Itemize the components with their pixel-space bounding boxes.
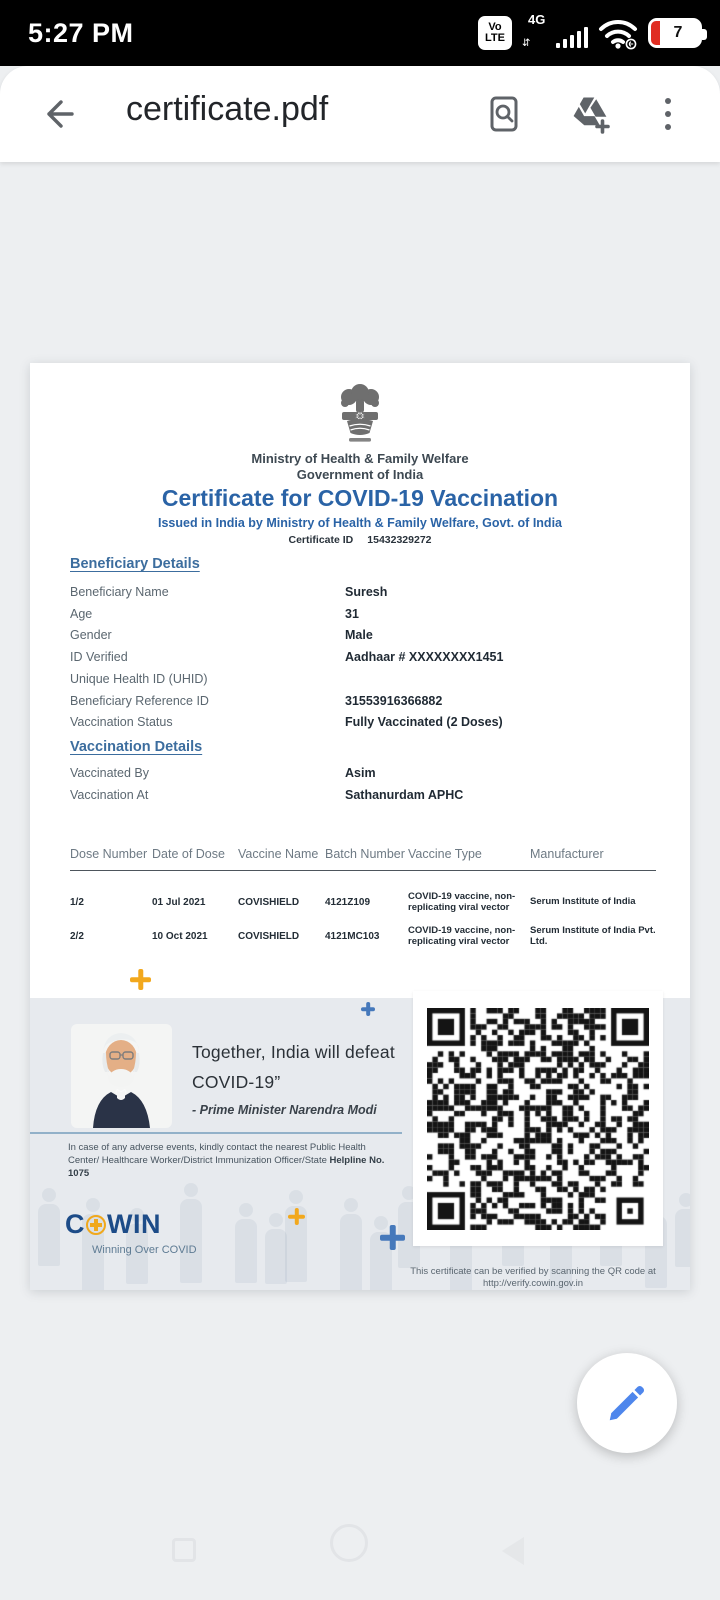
quote-line: Together, India will defeat xyxy=(192,1042,395,1062)
field-value: Aadhaar # XXXXXXXX1451 xyxy=(345,650,504,664)
clock: 5:27 PM xyxy=(28,18,134,48)
qr-code xyxy=(413,991,663,1246)
find-in-file-icon[interactable] xyxy=(482,92,526,136)
document-title: certificate.pdf xyxy=(126,90,329,128)
pencil-icon xyxy=(604,1380,650,1426)
quote-attribution: - Prime Minister Narendra Modi xyxy=(192,1103,377,1117)
battery-level: 7 xyxy=(673,24,683,41)
battery-icon xyxy=(648,18,702,48)
india-emblem-icon xyxy=(325,379,395,449)
vaccination-details-heading: Vaccination Details xyxy=(70,739,203,755)
status-bar xyxy=(0,0,720,66)
field-label: ID Verified xyxy=(70,650,128,664)
dose-table xyxy=(70,847,656,951)
cowin-plus-icon xyxy=(86,1215,106,1235)
field-label: Vaccinated By xyxy=(70,766,149,780)
field-value: Male xyxy=(345,628,373,642)
certificate-page xyxy=(30,363,690,1290)
field-label: Beneficiary Name xyxy=(70,585,169,599)
app-bar xyxy=(0,66,720,162)
cowin-logo: C WIN xyxy=(65,1209,161,1239)
plus-decoration-icon xyxy=(361,1002,375,1016)
back-arrow-icon[interactable] xyxy=(36,92,80,136)
wifi-icon xyxy=(598,16,638,50)
field-value: Sathanurdam APHC xyxy=(345,788,464,802)
field-label: Vaccination Status xyxy=(70,715,173,729)
field-label: Vaccination At xyxy=(70,788,149,802)
certificate-title: Certificate for COVID-19 Vaccination xyxy=(161,485,559,511)
dose-table-header: Dose Number Date of Dose Vaccine Name Batch Number Vaccine Type Manufacturer xyxy=(70,847,604,861)
table-row: 2/2 10 Oct 2021 COVISHIELD 4121MC103 COVID-19 vaccine, non-replicating viral vector Serum Institute of India Pvt. Ltd. xyxy=(70,924,656,947)
status-icons xyxy=(478,14,702,52)
recents-nav-icon[interactable] xyxy=(172,1538,196,1562)
field-value: 31553916366882 xyxy=(345,694,443,708)
verify-text: This certificate can be verified by scanning the QR code at http://verify.cowin.gov.in xyxy=(410,1266,656,1289)
cowin-tagline: Winning Over COVID xyxy=(92,1244,197,1256)
field-value: Fully Vaccinated (2 Doses) xyxy=(345,715,503,729)
plus-decoration-icon xyxy=(380,1225,405,1250)
beneficiary-details-heading: Beneficiary Details xyxy=(70,556,200,572)
field-label: Unique Health ID (UHID) xyxy=(70,672,208,686)
certificate-subtitle: Issued in India by Ministry of Health & Family Welfare, Govt. of India xyxy=(157,516,562,530)
certificate-id: Certificate ID 15432329272 xyxy=(288,534,432,546)
field-label: Beneficiary Reference ID xyxy=(70,694,209,708)
edit-fab[interactable] xyxy=(577,1353,677,1453)
volte-icon: Vo LTE xyxy=(478,16,512,50)
field-value: 31 xyxy=(345,607,359,621)
adverse-events-text: In case of any adverse events, kindly contact the nearest Public Health Center/ Healthcare Worker/District Immunization Officer/State Helpline No. 1075 xyxy=(68,1142,385,1179)
overflow-menu-icon[interactable] xyxy=(650,92,686,136)
cellular-signal-icon: 4G ⇵ xyxy=(522,14,588,52)
plus-decoration-icon xyxy=(130,969,151,990)
field-label: Gender xyxy=(70,628,112,642)
table-row: 1/2 01 Jul 2021 COVISHIELD 4121Z109 COVID-19 vaccine, non-replicating viral vector Serum Institute of India xyxy=(70,890,636,913)
footer-divider xyxy=(30,1132,402,1134)
field-value: Asim xyxy=(345,766,376,780)
table-rule xyxy=(70,870,656,871)
home-nav-icon[interactable] xyxy=(330,1524,368,1562)
add-to-drive-icon[interactable] xyxy=(566,90,614,138)
field-value: Suresh xyxy=(345,585,388,599)
quote-line: COVID-19” xyxy=(192,1072,281,1092)
ministry-name: Ministry of Health & Family Welfare Government of India xyxy=(251,451,469,482)
pm-modi-photo xyxy=(65,1020,178,1128)
field-label: Age xyxy=(70,607,93,621)
plus-decoration-icon xyxy=(288,1208,305,1225)
back-nav-icon[interactable] xyxy=(502,1537,524,1565)
